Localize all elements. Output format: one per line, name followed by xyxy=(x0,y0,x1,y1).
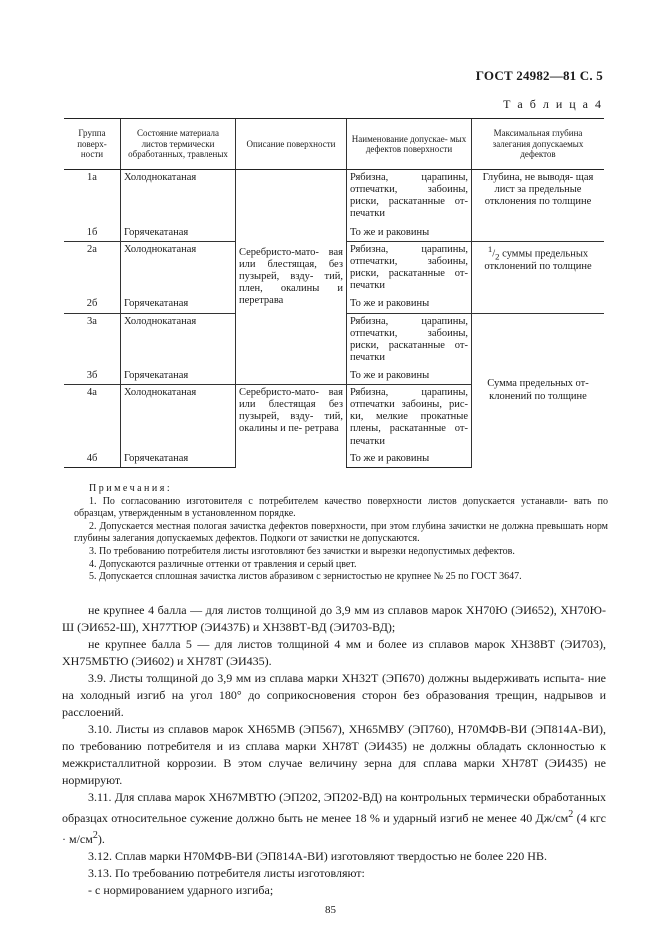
paragraph xyxy=(62,789,606,848)
depth-2-text: суммы предельных отклонений по толщине xyxy=(484,248,592,273)
body-text xyxy=(62,602,606,899)
cell-defects: То же и раковины xyxy=(347,366,472,385)
cell-description-1-3: Серебристо-мато- вая или блестящая, без пузырей, взду- тий, плен, окалины и перетрава xyxy=(236,170,347,385)
paragraph: 3.13. По требованию потребителя листы изготовляют: xyxy=(88,866,365,880)
paragraph: не крупнее балла 5 — для листов толщиной 4 мм и более из сплавов марок ХН38ВТ (ЭИ703), ХН75МБТЮ (ЭИ602) и ХН78Т (ЭИ435). xyxy=(62,637,606,668)
table-header-row xyxy=(64,119,604,170)
cell-state: Холоднокатаная xyxy=(121,385,236,450)
col-header-state: Состояние материала листов термически обработанных, травленых xyxy=(121,119,236,170)
col-header-depth: Максимальная глубина залегания допускаемых дефектов xyxy=(472,119,605,170)
cell-group: 1а xyxy=(64,170,121,223)
cell-state: Холоднокатаная xyxy=(121,241,236,294)
cell-state: Горячекатаная xyxy=(121,222,236,241)
p5-main: 3.11. Для сплава марок ХН67МВТЮ (ЭП202, ЭП202-ВД) на контрольных термически обработанных образцах относительное сужение должно быть не менее 18 % и ударный изгиб не менее 40 Дж/см xyxy=(62,790,606,825)
col-header-description: Описание поверхности xyxy=(236,119,347,170)
cell-group: 1б xyxy=(86,226,98,238)
col-header-defects: Наименование допускае- мых дефектов поверхности xyxy=(347,119,472,170)
cell-defects: То же и раковины xyxy=(347,222,472,241)
cell-state: Холоднокатаная xyxy=(121,313,236,366)
fraction-numerator: 1 xyxy=(487,243,493,254)
cell-state: Горячекатаная xyxy=(121,450,236,468)
cell-group: 2а xyxy=(64,241,121,294)
note-item: 1. По согласованию изготовителя с потребителем качество поверхности листов допускается устанавли- вать по образцам, утвержденным в установленном порядке. xyxy=(74,495,608,520)
cell-depth-3-4: Сумма предельных от- клонений по толщине xyxy=(472,313,605,468)
cell-state: Горячекатаная xyxy=(121,366,236,385)
cell-group: 3а xyxy=(64,313,121,366)
cell-group: 4а xyxy=(64,385,121,450)
page-number: 85 xyxy=(325,904,336,916)
fraction-denominator: 2 xyxy=(495,251,500,262)
surface-defects-table xyxy=(64,118,604,468)
cell-group: 2б xyxy=(86,298,98,310)
cell-group: 4б xyxy=(64,450,121,468)
note-item: 3. По требованию потребителя листы изготовляют без зачистки и вырезки недопустимых дефектов. xyxy=(89,545,515,557)
cell-defects: Рябизна, царапины, отпечатки, забоины, риски, раскатанные от- печатки xyxy=(347,313,472,366)
p5-mid: (4 кгс · м/см xyxy=(62,811,606,846)
note-item: 2. Допускается местная пологая зачистка дефектов поверхности, при этом глубина зачистки не должна превышать норм глубины залегания допускаемых дефектов. Подкоги от зачистки не допускаются. xyxy=(74,520,608,545)
cell-depth-1: Глубина, не выводя- щая лист за предельные отклонения по толщине xyxy=(472,170,605,242)
cell-defects: Рябизна, царапины, отпечатки, забоины, риски, раскатанные от- печатки xyxy=(347,241,472,294)
paragraph: 3.12. Сплав марки Н70МФВ-ВИ (ЭП814А-ВИ) изготовляют твердостью не более 220 НВ. xyxy=(88,849,547,863)
cell-state: Горячекатаная xyxy=(121,294,236,313)
col-header-group: Группа поверх- ности xyxy=(64,119,121,170)
paragraph: 3.10. Листы из сплавов марок ХН65МВ (ЭП567), ХН65МВУ (ЭП760), Н70МФВ-ВИ (ЭП814А-ВИ), по требованию потребителя и из сплава марки ХН78Т (ЭИ435) не должны обладать склонностью к межкристаллитной коррозии. В этом случае величину зерна для сплава марки ХН78Т (ЭИ435) не нормируют. xyxy=(62,722,606,787)
paragraph: 3.9. Листы толщиной до 3,9 мм из сплава марки ХН32Т (ЭП670) должны выдерживать испыта- ние на холодный изгиб на угол 180° до соприкосновения сторон без образования трещин, надрывов и расслоений. xyxy=(62,671,606,719)
paragraph: - с нормированием ударного изгиба; xyxy=(88,883,274,897)
table-label: Т а б л и ц а 4 xyxy=(503,97,603,111)
cell-defects: То же и раковины xyxy=(347,294,472,313)
cell-group: 3б xyxy=(86,370,98,382)
cell-depth-2: $^1/_2$ суммы предельных отклонений по толщине xyxy=(472,241,605,313)
cell-defects: Рябизна, царапины, отпечатки, забоины, риски, раскатанные от- печатки xyxy=(347,170,472,223)
note-item: 5. Допускается сплошная зачистка листов абразивом с зернистостью не крупнее № 25 по ГОСТ 3647. xyxy=(89,571,522,583)
cell-defects: То же и раковины xyxy=(347,450,472,468)
p5-sup: 2 xyxy=(568,809,574,820)
cell-state: Холоднокатаная xyxy=(121,170,236,223)
paragraph: не крупнее 4 балла — для листов толщиной до 3,9 мм из сплавов марок ХН70Ю (ЭИ652), ХН70Ю-Ш (ЭИ652-Ш), ХН77ТЮР (ЭИ437Б) и ХН38ВТ-ВД (ЭИ703-ВД); xyxy=(62,603,606,634)
cell-description-4: Серебристо-мато- вая или блестящая без пузырей, взду- тий, окалины и пе- ретрава xyxy=(236,385,347,468)
p5-end: ). xyxy=(97,832,105,846)
p5-sup: 2 xyxy=(92,830,98,841)
table-row xyxy=(64,170,604,223)
note-item: 4. Допускаются различные оттенки от травления и серый цвет. xyxy=(89,558,357,570)
standard-header: ГОСТ 24982—81 С. 5 xyxy=(475,68,603,83)
cell-defects: Рябизна, царапины, отпечатки забоины, рис- ки, мелкие прокатные плены, раскатанные от- печатки xyxy=(347,385,472,450)
notes-title: Примечания: xyxy=(89,483,173,494)
table-notes xyxy=(74,483,608,584)
